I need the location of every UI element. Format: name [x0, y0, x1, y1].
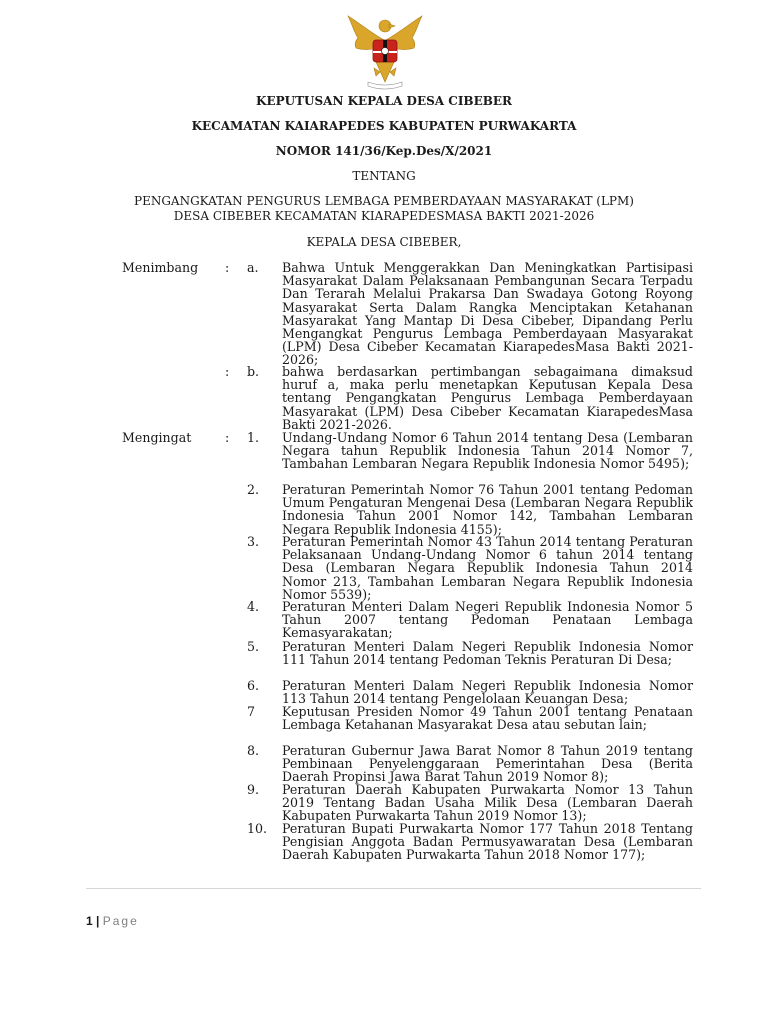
- mengingat-index-1: 1.: [247, 430, 260, 445]
- mengingat-text-2: Peraturan Pemerintah Nomor 76 Tahun 2001 tentang Pedoman Umum Pengaturan Mengenai Desa (Lembaran Negara Republik Indonesia Tahun 2001 Nomor 142, Tambahan Lembaran Negara Republik Indonesia 4155);: [282, 482, 693, 537]
- mengingat-text-9: Peraturan Daerah Kabupaten Purwakarta Nomor 13 Tahun 2019 Tentang Badan Usaha Milik Desa (Lembaran Daerah Kabupaten Purwakarta Tahun 2019 Nomor 13);: [282, 782, 693, 824]
- menimbang-colon-b: :: [225, 364, 230, 379]
- page-separator: |: [96, 914, 100, 928]
- doc-subject-line1: PENGANGKATAN PENGURUS LEMBAGA PEMBERDAYAAN MASYARAKAT (LPM): [134, 194, 634, 208]
- mengingat-index-4: 4.: [247, 599, 260, 614]
- mengingat-index-10: 10.: [247, 821, 268, 836]
- mengingat-label: Mengingat: [122, 430, 192, 445]
- mengingat-text-5: Peraturan Menteri Dalam Negeri Republik Indonesia Nomor 111 Tahun 2014 tentang Pedoman Teknis Peraturan Di Desa;: [282, 639, 693, 668]
- menimbang-text-a: Bahwa Untuk Menggerakkan Dan Meningkatkan Partisipasi Masyarakat Dalam Pelaksanaan Pembangunan Secara Terpadu Dan Terarah Melalui Prakarsa Dan Swadaya Gotong Royong Masyarakat Serta Dalam Rangka Menciptakan Ketahanan Masyarakat Yang Mantap Di Desa Cibeber, Dipandang Perlu Mengangkat Pengurus Lembaga Pemberdayaan Masyarakat (LPM) Desa Cibeber Kecamatan KiarapedesMasa Bakti 2021-2026;: [282, 260, 693, 368]
- doc-kepala: KEPALA DESA CIBEBER,: [306, 235, 462, 249]
- doc-subject-line2: DESA CIBEBER KECAMATAN KIARAPEDESMASA BAKTI 2021-2026: [173, 209, 595, 223]
- menimbang-index-a: a.: [247, 260, 259, 275]
- menimbang-index-b: b.: [247, 364, 260, 379]
- mengingat-index-5: 5.: [247, 639, 260, 654]
- page-number: 1: [86, 914, 93, 928]
- mengingat-colon: :: [225, 430, 230, 445]
- page-footer: [86, 914, 139, 928]
- footer-divider: [86, 888, 701, 889]
- mengingat-text-3: Peraturan Pemerintah Nomor 43 Tahun 2014 tentang Peraturan Pelaksanaan Undang-Undang Nomor 6 tahun 2014 tentang Desa (Lembaran Negara Republik Indonesia Tahun 2014 Nomor 213, Tambahan Lembaran Negara Republik Indonesia Nomor 5539);: [282, 534, 693, 602]
- menimbang-colon: :: [225, 260, 230, 275]
- page-label: Page: [102, 914, 139, 928]
- mengingat-text-7: Keputusan Presiden Nomor 49 Tahun 2001 tentang Penataan Lembaga Ketahanan Masyarakat Desa atau sebutan lain;: [282, 704, 693, 733]
- doc-title-line2: KECAMATAN KAIARAPEDES KABUPATEN PURWAKARTA: [191, 119, 577, 133]
- mengingat-text-6: Peraturan Menteri Dalam Negeri Republik Indonesia Nomor 113 Tahun 2014 tentang Pengelolaan Keuangan Desa;: [282, 678, 693, 707]
- mengingat-text-10: Peraturan Bupati Purwakarta Nomor 177 Tahun 2018 Tentang Pengisian Anggota Badan Permusyawaratan Desa (Lembaran Daerah Kabupaten Purwakarta Tahun 2018 Nomor 177);: [282, 821, 693, 863]
- menimbang-label: Menimbang: [122, 260, 199, 275]
- mengingat-index-2: 2.: [247, 482, 260, 497]
- doc-tentang: TENTANG: [352, 169, 416, 183]
- mengingat-index-3: 3.: [247, 534, 260, 549]
- mengingat-text-1: Undang-Undang Nomor 6 Tahun 2014 tentang Desa (Lembaran Negara tahun Republik Indonesia Tahun 2014 Nomor 7, Tambahan Lembaran Negara Republik Indonesia Nomor 5495);: [282, 430, 693, 472]
- doc-number: NOMOR 141/36/Kep.Des/X/2021: [275, 144, 493, 158]
- mengingat-index-6: 6.: [247, 678, 260, 693]
- doc-title-line1: KEPUTUSAN KEPALA DESA CIBEBER: [256, 94, 512, 108]
- mengingat-index-9: 9.: [247, 782, 260, 797]
- mengingat-index-7: 7: [247, 704, 256, 719]
- mengingat-index-8: 8.: [247, 743, 260, 758]
- menimbang-text-b: bahwa berdasarkan pertimbangan sebagaimana dimaksud huruf a, maka perlu menetapkan Keputusan Kepala Desa tentang Pengangkatan Pengurus Lembaga Pemberdayaan Masyarakat (LPM) Desa Cibeber Kecamatan KiarapedesMasa Bakti 2021-2026.: [282, 364, 693, 432]
- mengingat-text-8: Peraturan Gubernur Jawa Barat Nomor 8 Tahun 2019 tentang Pembinaan Penyelenggaraan Pemerintahan Desa (Berita Daerah Propinsi Jawa Barat Tahun 2019 Nomor 8);: [282, 743, 693, 785]
- mengingat-text-4: Peraturan Menteri Dalam Negeri Republik Indonesia Nomor 5 Tahun 2007 tentang Pedoman Penataan Lembaga Kemasyarakatan;: [282, 599, 693, 641]
- garuda-emblem: [340, 10, 430, 90]
